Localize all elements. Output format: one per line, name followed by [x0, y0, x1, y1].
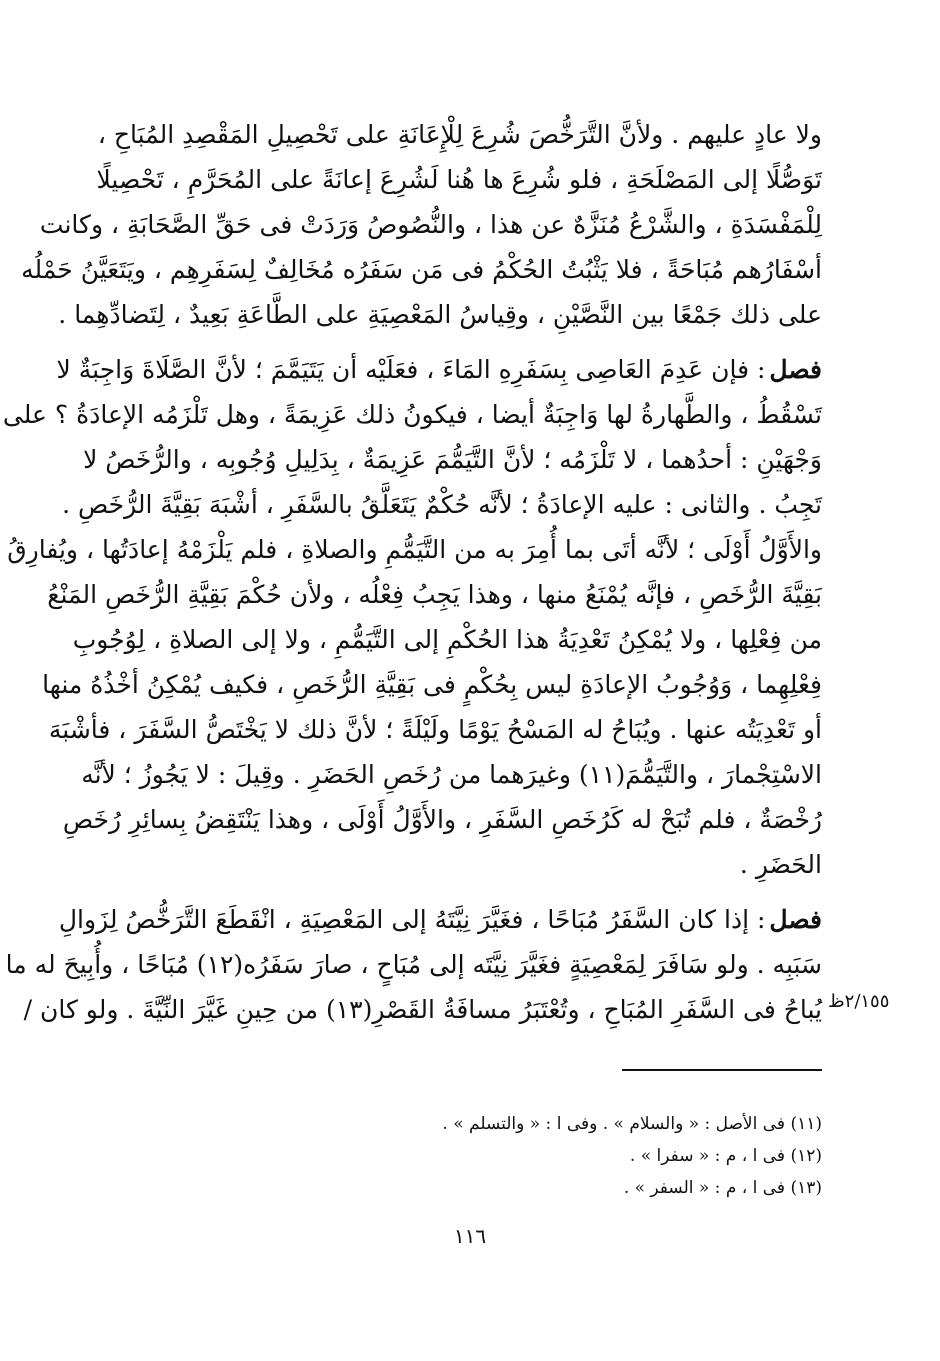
text-line: الاسْتِجْمارَ ، والتَّيَمُّمَ(١١) وغيرَهما من رُخَصِ الحَضَرِ . وقِيلَ : لا يَجُوزُ ؛ لأنَّه [81, 760, 822, 789]
text-line: ولا عادٍ عليهم . ولأنَّ التَّرَخُّصَ شُرِعَ لِلْإِعَانَةِ على تَحْصِيلِ المَقْصِدِ المُبَاحِ ، [97, 120, 822, 149]
footnotes [322, 1108, 822, 1204]
section-keyword: فصل [769, 905, 822, 934]
text-line: رُخْصَةٌ ، فلم تُبَحْ له كَرُخَصِ السَّفَرِ ، والأَوَّلُ أَوْلَى ، وهذا يَنْتَقِضُ بِسائِرِ رُخَصِ [62, 805, 822, 834]
text-line: سَبَبِه . ولو سَافَرَ لِمَعْصِيَةٍ فغَيَّرَ نِيَّتَه إلى مُبَاحٍ ، صارَ سَفَرُه(١٢) مُبَاحًا ، وأُبِيحَ له ما [5, 950, 822, 979]
page-number: ١١٦ [453, 1224, 487, 1248]
text-line-content: : فإن عَدِمَ العَاصِى بِسَفَرِهِ المَاءَ ، فعَلَيْه أن يَتَيَمَّمَ ؛ لأنَّ الصَّلَاةَ وَاجِبَةٌ لا [56, 355, 766, 384]
text-line [58, 897, 822, 942]
text-line: تَسْقُطُ ، والطَّهارةُ لها وَاجِبَةٌ أيضا ، فيكونُ ذلك عَزِيمَةً ، وهل تَلْزَمُه الإعادَةُ ؟ على [2, 400, 822, 429]
text-line: على ذلك جَمْعًا بين النَّصَّيْنِ ، وقِياسُ المَعْصِيَةِ على الطَّاعَةِ بَعِيدٌ ، لِتَضادِّهِما . [58, 300, 822, 329]
margin-folio-note: ٢/١٥٥ظ [828, 991, 890, 1012]
text-line: يُباحُ فى السَّفَرِ المُبَاحِ ، وتُعْتَبَرُ مسافَةُ القَصْرِ(١٣) من حِينِ غَيَّرَ النِّيَّةَ . ولو كان / [23, 995, 822, 1024]
section-keyword: فصل [769, 355, 822, 384]
footnote: (١١) فى الأصل : « والسلام » . وفى ا : « والتسلم » . [442, 1114, 822, 1134]
text-line: تَوَصُّلًا إلى المَصْلَحَةِ ، فلو شُرِعَ ها هُنا لَشُرِعَ إعانَةً على المُحَرَّمِ ، تَحْصِيلًا [96, 165, 822, 194]
text-line: والأَوَّلُ أَوْلَى ؛ لأنَّه أتَى بما أُمِرَ به من التَّيَمُّمِ والصلاةِ ، فلم يَلْزَمْهُ إعادَتُها ، ويُفارِقُ [7, 535, 822, 564]
text-line: فِعْلِهِما ، وَوُجُوبُ الإعادَةِ ليس بِحُكْمٍ فى بَقِيَّةِ الرُّخَصِ ، فكيف يُمْكِنُ أخْذُهُ منها [42, 670, 822, 699]
footnote: (١٢) فى ا ، م : « سفرا » . [629, 1146, 822, 1166]
footnote: (١٣) فى ا ، م : « السفر » . [623, 1178, 822, 1198]
text-line: لِلْمَفْسَدَةِ ، والشَّرْعُ مُنَزَّهٌ عن هذا ، والنُّصُوصُ وَرَدَتْ فى حَقِّ الصَّحَابَةِ ، وكانت [39, 210, 822, 239]
text-line: الحَضَرِ . [739, 850, 822, 879]
text-line: من فِعْلِها ، ولا يُمْكِنُ تَعْدِيَةُ هذا الحُكْمِ إلى التَّيَمُّمِ ، ولا إلى الصلاةِ ، لِوُجُوبِ [72, 625, 822, 654]
text-line-content: : إذا كان السَّفَرُ مُبَاحًا ، فغَيَّرَ نِيَّتَهُ إلى المَعْصِيَةِ ، انْقَطَعَ التَّرَخُّصُ لِزَوالِ [58, 905, 766, 934]
text-line [56, 347, 822, 392]
text-line: وَجْهَيْنِ : أحدُهما ، لا تَلْزَمُه ؛ لأنَّ التَّيَمُّمَ عَزِيمَةٌ ، بِدَلِيلِ وُجُوبِه ، والرُّخَصُ لا [83, 445, 822, 474]
main-text [2, 112, 822, 1032]
text-line: أو تَعْدِيَتُه عنها . ويُبَاحُ له المَسْحُ يَوْمًا ولَيْلَةً ؛ لأنَّ ذلك لا يَخْتَصُّ السَّفَرَ ، فأشْبَهَ [48, 715, 822, 744]
text-line: تَجِبُ . والثانى : عليه الإعادَةُ ؛ لأنَّه حُكْمٌ يَتَعَلَّقُ بالسَّفَرِ ، أشْبَهَ بَقِيَّةَ الرُّخَصِ . [62, 490, 822, 519]
text-line: بَقِيَّةَ الرُّخَصِ ، فإنَّه يُمْنَعُ منها ، وهذا يَجِبُ فِعْلُه ، ولأن حُكْمَ بَقِيَّةِ الرُّخَصِ المَنْعُ [47, 580, 822, 609]
text-line: أسْفَارُهم مُبَاحَةً ، فلا يَثْبُتُ الحُكْمُ فى مَن سَفَرُه مُخَالِفٌ لِسَفَرِهِم ، ويَتَعَيَّنُ حَمْلُه [21, 255, 822, 284]
footnote-divider [622, 1069, 822, 1071]
